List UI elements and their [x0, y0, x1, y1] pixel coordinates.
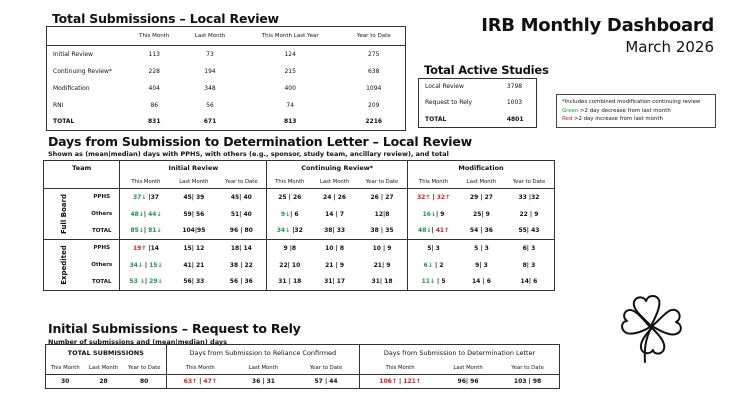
cell-value: 44↓	[148, 210, 162, 218]
cell-value: 59| 56	[183, 210, 205, 218]
cell-value: | 6	[290, 210, 299, 218]
cell-value: |	[431, 227, 436, 235]
table-cell	[459, 257, 504, 274]
table-cell	[120, 223, 171, 240]
table-cell	[171, 189, 216, 206]
table-cell: 74	[286, 101, 295, 109]
cell-value: 33 |32	[518, 193, 540, 201]
table-cell	[171, 240, 216, 257]
table-cell	[357, 257, 408, 274]
cell-value: 103 | 98	[513, 378, 542, 385]
legend-red	[562, 115, 710, 124]
cell-value: 85↓	[130, 227, 144, 235]
table-cell	[267, 189, 312, 206]
legend-note: *Includes combined modification continuing review	[562, 99, 701, 105]
group-header-determination-letter: Days from Submission to Determination Letter	[360, 345, 560, 362]
cell-value: 30	[60, 378, 70, 385]
table-cell	[234, 375, 293, 389]
table-cell	[459, 274, 504, 291]
cell-value: 34↓	[276, 227, 291, 235]
table-cell	[357, 274, 408, 291]
legend-red-word: Red	[562, 116, 573, 122]
cell-value: |	[396, 378, 404, 385]
column-header: Year to Date	[496, 362, 559, 375]
cell-value: |	[142, 261, 150, 269]
table-cell	[459, 206, 504, 223]
table-cell	[408, 189, 459, 206]
cell-value: 55| 43	[518, 227, 540, 235]
column-header: Year to Date	[293, 362, 360, 375]
cell-value: 56| 33	[183, 278, 205, 286]
column-header: This Month	[267, 176, 312, 189]
cell-value: 6| 3	[522, 244, 536, 252]
legend-box	[556, 94, 716, 128]
table-cell	[504, 240, 555, 257]
table-cell	[357, 240, 408, 257]
table-cell	[312, 240, 357, 257]
section-label-text: Expedited	[59, 245, 68, 285]
active-studies-table	[418, 78, 537, 128]
cell-value: 14 | 6	[472, 278, 491, 286]
table-cell	[216, 240, 267, 257]
team-label: TOTAL	[91, 227, 112, 234]
cell-value: 21 | 9	[325, 261, 345, 269]
table-cell: 113	[148, 50, 160, 58]
column-header: This Month	[46, 362, 85, 375]
cell-value: 51| 40	[230, 210, 252, 218]
table-row	[47, 46, 406, 63]
legend-green	[562, 107, 710, 116]
table-cell: 209	[367, 101, 380, 109]
team-label: TOTAL	[91, 278, 112, 285]
cell-value: 31| 17	[324, 278, 346, 286]
column-header: Last Month	[84, 362, 122, 375]
cell-value: 38 | 35	[370, 227, 394, 235]
group-header-continuing-review: Continuing Review*	[267, 161, 408, 176]
table-cell: 671	[203, 118, 217, 126]
team-label: Others	[91, 211, 113, 217]
cell-value: 15| 12	[183, 244, 205, 252]
cell-value: 8| 3	[522, 261, 536, 269]
cell-value: 36 | 31	[251, 378, 275, 385]
table-cell	[216, 189, 267, 206]
table-cell	[504, 189, 555, 206]
cell-value: 53 ↓	[129, 278, 145, 286]
cell-value: 31| 18	[371, 278, 393, 286]
cell-value: 57 | 44	[314, 378, 338, 385]
column-header: This Month Last Year	[238, 27, 342, 46]
cell-value: 22| 10	[279, 261, 301, 269]
table-cell	[267, 257, 312, 274]
table-cell	[504, 206, 555, 223]
column-header: Year to Date	[216, 176, 267, 189]
cell-value: 9↓	[280, 210, 291, 218]
team-label: PPHS	[84, 240, 120, 257]
cell-value: 12|8	[374, 210, 390, 218]
cell-value: 32↑	[436, 193, 451, 201]
cell-value: 9| 3	[475, 261, 488, 269]
table-cell	[408, 240, 459, 257]
cell-value: 22 | 9	[519, 210, 539, 218]
table-row	[44, 274, 555, 291]
team-col-spacer	[44, 176, 120, 189]
legend-green-word: Green	[562, 107, 579, 114]
table-row	[44, 189, 555, 206]
table-cell	[120, 274, 171, 291]
table-cell	[408, 206, 459, 223]
table-cell	[357, 206, 408, 223]
table-cell	[504, 223, 555, 240]
table-cell: 228	[148, 67, 160, 75]
table-cell	[171, 274, 216, 291]
cell-value: 18| 14	[230, 244, 252, 252]
table-cell	[216, 223, 267, 240]
cell-value: 34↓	[129, 261, 143, 269]
column-header: This Month	[120, 176, 171, 189]
total-submissions-table	[46, 26, 406, 131]
legend-green-text: >2 day decrease from last month	[578, 107, 671, 114]
four-leaf-clover-icon	[618, 288, 698, 368]
table-cell	[267, 274, 312, 291]
table-cell	[459, 240, 504, 257]
column-header: Year to Date	[123, 362, 166, 375]
table-cell: 86	[150, 101, 159, 109]
row-label: RNI	[53, 101, 64, 109]
cell-value: 29↓	[149, 278, 163, 286]
column-header: Last Month	[459, 176, 504, 189]
row-value: 4801	[506, 115, 524, 123]
column-header: Year to Date	[504, 176, 555, 189]
column-header: Last Month	[440, 362, 496, 375]
table-cell	[408, 257, 459, 274]
table-cell	[408, 223, 459, 240]
cell-value: 38| 33	[324, 227, 346, 235]
dashboard-date: March 2026	[625, 38, 714, 56]
table-cell	[459, 223, 504, 240]
column-header: Year to Date	[342, 27, 405, 46]
group-header-initial-review: Initial Review	[120, 161, 267, 176]
cell-value: 24 | 26	[323, 193, 347, 201]
table-row	[419, 95, 537, 111]
cell-value: 41↑	[435, 227, 450, 235]
cell-value: 26 | 27	[370, 193, 394, 201]
column-header: Last Month	[312, 176, 357, 189]
table-cell	[120, 189, 171, 206]
rely-table	[45, 344, 560, 389]
table-cell	[216, 206, 267, 223]
table-row	[47, 114, 406, 131]
active-studies-title: Total Active Studies	[424, 63, 549, 77]
cell-value: 15↓	[149, 261, 163, 269]
cell-value: | 5	[434, 278, 446, 286]
row-label: TOTAL	[425, 115, 447, 123]
row-label: Initial Review	[53, 50, 93, 58]
cell-value: 47↑	[203, 378, 217, 385]
cell-value: 38 | 22	[229, 261, 253, 269]
cell-value: 45| 39	[183, 193, 205, 201]
table-cell: 348	[204, 84, 216, 92]
table-cell	[312, 274, 357, 291]
row-label: Modification	[53, 84, 90, 92]
table-row	[44, 257, 555, 274]
table-cell	[408, 274, 459, 291]
rely-title: Initial Submissions – Request to Rely	[48, 321, 301, 336]
column-header: Last Month	[182, 27, 238, 46]
cell-value: 80	[140, 378, 149, 385]
cell-value: 121↑	[403, 378, 421, 385]
table-row	[47, 63, 406, 80]
table-cell	[312, 223, 357, 240]
total-submissions-title: Total Submissions – Local Review	[52, 11, 279, 26]
days-local-subtitle: Shown as (mean|median) days with PPHS, with others (e.g., sponsor, study team, ancillary review), and total	[48, 150, 449, 158]
row-label: Request to Rely	[425, 99, 473, 107]
table-cell: 73	[206, 50, 214, 58]
cell-value: |14	[146, 244, 159, 252]
cell-value: 96| 96	[457, 378, 479, 385]
cell-value: 96 | 80	[229, 227, 253, 235]
table-cell	[504, 274, 555, 291]
table-cell	[267, 206, 312, 223]
row-label: Local Review	[425, 83, 464, 91]
cell-value: 106↑	[379, 378, 397, 385]
cell-value: 6↓	[423, 261, 433, 269]
row-value: 3798	[506, 83, 523, 91]
table-cell: 400	[284, 84, 296, 92]
table-cell	[216, 274, 267, 291]
column-header: This Month	[360, 362, 440, 375]
table-cell	[312, 257, 357, 274]
table-cell: 831	[148, 118, 161, 126]
team-label: Others	[91, 262, 113, 268]
cell-value: 5| 3	[427, 244, 440, 252]
section-label	[44, 240, 84, 291]
section-label	[44, 189, 84, 240]
cell-value: 5 | 3	[474, 244, 489, 252]
table-cell	[120, 206, 171, 223]
table-cell: 124	[284, 50, 296, 58]
table-cell: 275	[367, 50, 380, 58]
row-label: Continuing Review*	[53, 67, 112, 75]
cell-value: 45| 40	[230, 193, 252, 201]
cell-value: |	[143, 210, 149, 218]
cell-value: 29 | 27	[469, 193, 493, 201]
table-cell	[120, 257, 171, 274]
table-cell: 1094	[366, 84, 382, 92]
table-cell	[312, 189, 357, 206]
days-local-table	[43, 160, 555, 291]
table-row	[47, 80, 406, 97]
cell-value: |	[143, 227, 149, 235]
table-row	[44, 223, 555, 240]
table-cell	[123, 375, 166, 389]
dashboard-title: IRB Monthly Dashboard	[481, 15, 714, 36]
table-cell: 813	[283, 118, 297, 126]
row-value: 1003	[506, 99, 523, 107]
table-cell	[171, 206, 216, 223]
cell-value: |	[430, 193, 437, 201]
cell-value: |	[197, 378, 204, 385]
cell-value: 16↓	[422, 210, 436, 218]
cell-value: 37↓	[132, 193, 147, 201]
cell-value: 48↓	[418, 227, 432, 235]
table-cell	[357, 189, 408, 206]
cell-value: 41| 21	[183, 261, 205, 269]
cell-value: 25| 9	[473, 210, 490, 218]
cell-value: 19↑	[132, 244, 147, 252]
team-header: Team	[72, 164, 92, 173]
table-cell	[504, 257, 555, 274]
table-cell: 638	[367, 67, 380, 75]
table-row	[46, 375, 560, 389]
table-cell	[440, 375, 496, 389]
cell-value: |32	[290, 227, 303, 235]
column-header: This Month	[166, 362, 234, 375]
cell-value: 25 | 26	[278, 193, 302, 201]
table-cell: 215	[284, 67, 296, 75]
column-header: This Month	[127, 27, 183, 46]
table-cell	[357, 223, 408, 240]
column-header	[47, 27, 127, 46]
cell-value: 31 | 18	[278, 278, 302, 286]
cell-value: |	[144, 278, 150, 286]
cell-value: |37	[146, 193, 159, 201]
table-cell: 404	[148, 84, 160, 92]
table-cell	[459, 189, 504, 206]
cell-value: | 2	[432, 261, 444, 269]
column-header: Last Month	[234, 362, 293, 375]
table-row	[419, 111, 537, 127]
table-cell: 56	[206, 101, 214, 109]
group-header-total-submissions: TOTAL SUBMISSIONS	[67, 349, 144, 358]
table-cell	[166, 375, 234, 389]
cell-value: 48↓	[130, 210, 144, 218]
row-label: TOTAL	[53, 118, 75, 126]
table-header-row	[47, 27, 406, 46]
column-header-row	[46, 362, 560, 375]
cell-value: 81↓	[148, 227, 162, 235]
table-cell	[216, 257, 267, 274]
table-cell: 2216	[365, 118, 383, 126]
column-header: Last Month	[171, 176, 216, 189]
rely-subtitle: Number of submissions and (mean|median) days	[48, 338, 227, 346]
cell-value: 28	[99, 378, 108, 385]
cell-value: 54 | 36	[469, 227, 493, 235]
cell-value: 10 | 9	[372, 244, 392, 252]
cell-value: 56 | 36	[229, 278, 253, 286]
days-local-title: Days from Submission to Determination Letter – Local Review	[48, 134, 473, 149]
cell-value: 10 | 8	[325, 244, 345, 252]
table-cell	[46, 375, 85, 389]
table-row	[419, 79, 537, 95]
cell-value: 14 | 7	[325, 210, 345, 218]
table-cell: 194	[204, 67, 216, 75]
table-cell	[171, 223, 216, 240]
table-row	[44, 240, 555, 257]
table-cell	[120, 240, 171, 257]
cell-value: 14| 6	[520, 278, 538, 286]
column-header: Year to Date	[357, 176, 408, 189]
table-row	[44, 206, 555, 223]
table-cell	[84, 375, 122, 389]
group-header-modification: Modification	[408, 161, 555, 176]
cell-value: 63↑	[183, 378, 198, 385]
table-cell	[496, 375, 559, 389]
cell-value: | 9	[436, 210, 445, 218]
cell-value: 32↑	[416, 193, 431, 201]
table-cell	[267, 223, 312, 240]
column-header: This Month	[408, 176, 459, 189]
legend-red-text: >2 day increase from last month	[572, 116, 663, 122]
cell-value: 21| 9	[373, 261, 391, 269]
table-cell	[360, 375, 440, 389]
cell-value: 104|95	[182, 227, 206, 235]
group-header-row	[46, 345, 560, 362]
cell-value: 9 |8	[283, 244, 297, 252]
group-header-row	[44, 161, 555, 176]
section-label-text: Full Board	[59, 194, 68, 234]
table-cell	[312, 206, 357, 223]
table-row	[47, 97, 406, 114]
group-header-reliance-confirmed: Days from Submission to Reliance Confirmed	[166, 345, 360, 362]
team-label: PPHS	[93, 194, 111, 201]
column-header-row	[44, 176, 555, 189]
table-cell	[267, 240, 312, 257]
table-cell	[293, 375, 360, 389]
table-cell	[171, 257, 216, 274]
cell-value: 11↓	[421, 278, 435, 286]
